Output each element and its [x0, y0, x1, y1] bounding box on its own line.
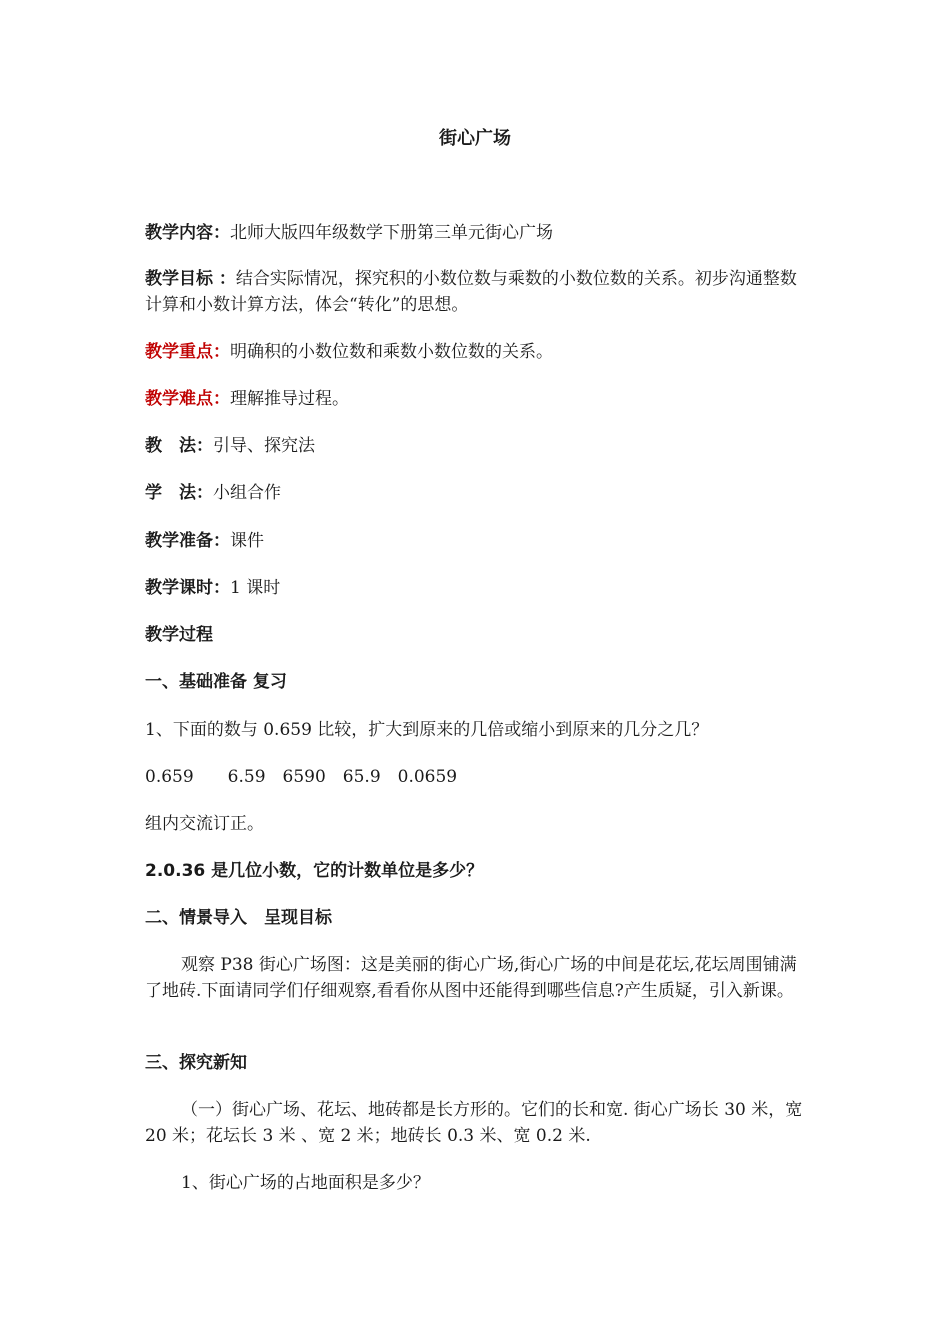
- section1-question2: 2.0.36 是几位小数，它的计数单位是多少？: [145, 861, 484, 881]
- teaching-goal-label: 教学目标 ：: [145, 269, 236, 289]
- section1-question1: 1、下面的数与 0.659 比较，扩大到原来的几倍或缩小到原来的几分之几？: [145, 720, 709, 740]
- section2-heading: 二、情景导入 呈现目标: [145, 908, 332, 928]
- teaching-difficulty-row: [145, 386, 810, 412]
- document-title: 街心广场: [439, 128, 511, 149]
- teaching-method-row: [145, 433, 810, 459]
- teaching-content-row: [145, 220, 810, 246]
- teaching-difficulty-label: 教学难点：: [145, 389, 230, 409]
- teaching-key-row: [145, 339, 810, 365]
- process-heading: 教学过程: [145, 625, 213, 645]
- section1-numbers: 0.659 6.59 6590 65.9 0.0659: [145, 767, 458, 787]
- teaching-prep-value: 课件: [230, 531, 264, 551]
- section2-text: 观察 P38 街心广场图：这是美丽的街心广场,街心广场的中间是花坛,花坛周围铺满了地砖.下面请同学们仔细观察,看看你从图中还能得到哪些信息?产生质疑，引入新课。: [145, 955, 797, 1001]
- section3-text: （一）街心广场、花坛、地砖都是长方形的。它们的长和宽. 街心广场长 30 米，宽 20 米；花坛长 3 米 、宽 2 米；地砖长 0.3 米、宽 0.2 米.: [145, 1100, 803, 1146]
- teaching-hours-label: 教学课时：: [145, 578, 230, 598]
- teaching-prep-label: 教学准备：: [145, 531, 230, 551]
- section1-note: 组内交流订正。: [145, 814, 264, 834]
- study-method-label: 学 法：: [145, 483, 213, 503]
- teaching-key-value: 明确积的小数位数和乘数小数位数的关系。: [230, 342, 553, 362]
- section3-question1: 1、街心广场的占地面积是多少？: [181, 1173, 430, 1193]
- teaching-method-value: 引导、探究法: [213, 436, 315, 456]
- teaching-method-label: 教 法：: [145, 436, 213, 456]
- section1-heading: 一、基础准备 复习: [145, 672, 287, 692]
- teaching-goal-row: [145, 266, 810, 318]
- teaching-difficulty-value: 理解推导过程。: [230, 389, 349, 409]
- section3-heading: 三、探究新知: [145, 1053, 247, 1073]
- teaching-goal-value: 结合实际情况，探究积的小数位数与乘数的小数位数的关系。初步沟通整数计算和小数计算方法，体会“转化”的思想。: [145, 269, 797, 315]
- teaching-content-label: 教学内容：: [145, 223, 230, 243]
- teaching-hours-row: [145, 575, 810, 601]
- teaching-hours-value: 1 课时: [230, 578, 281, 598]
- study-method-value: 小组合作: [213, 483, 281, 503]
- teaching-content-value: 北师大版四年级数学下册第三单元街心广场: [230, 223, 553, 243]
- teaching-prep-row: [145, 528, 810, 554]
- teaching-key-label: 教学重点：: [145, 342, 230, 362]
- study-method-row: [145, 480, 810, 506]
